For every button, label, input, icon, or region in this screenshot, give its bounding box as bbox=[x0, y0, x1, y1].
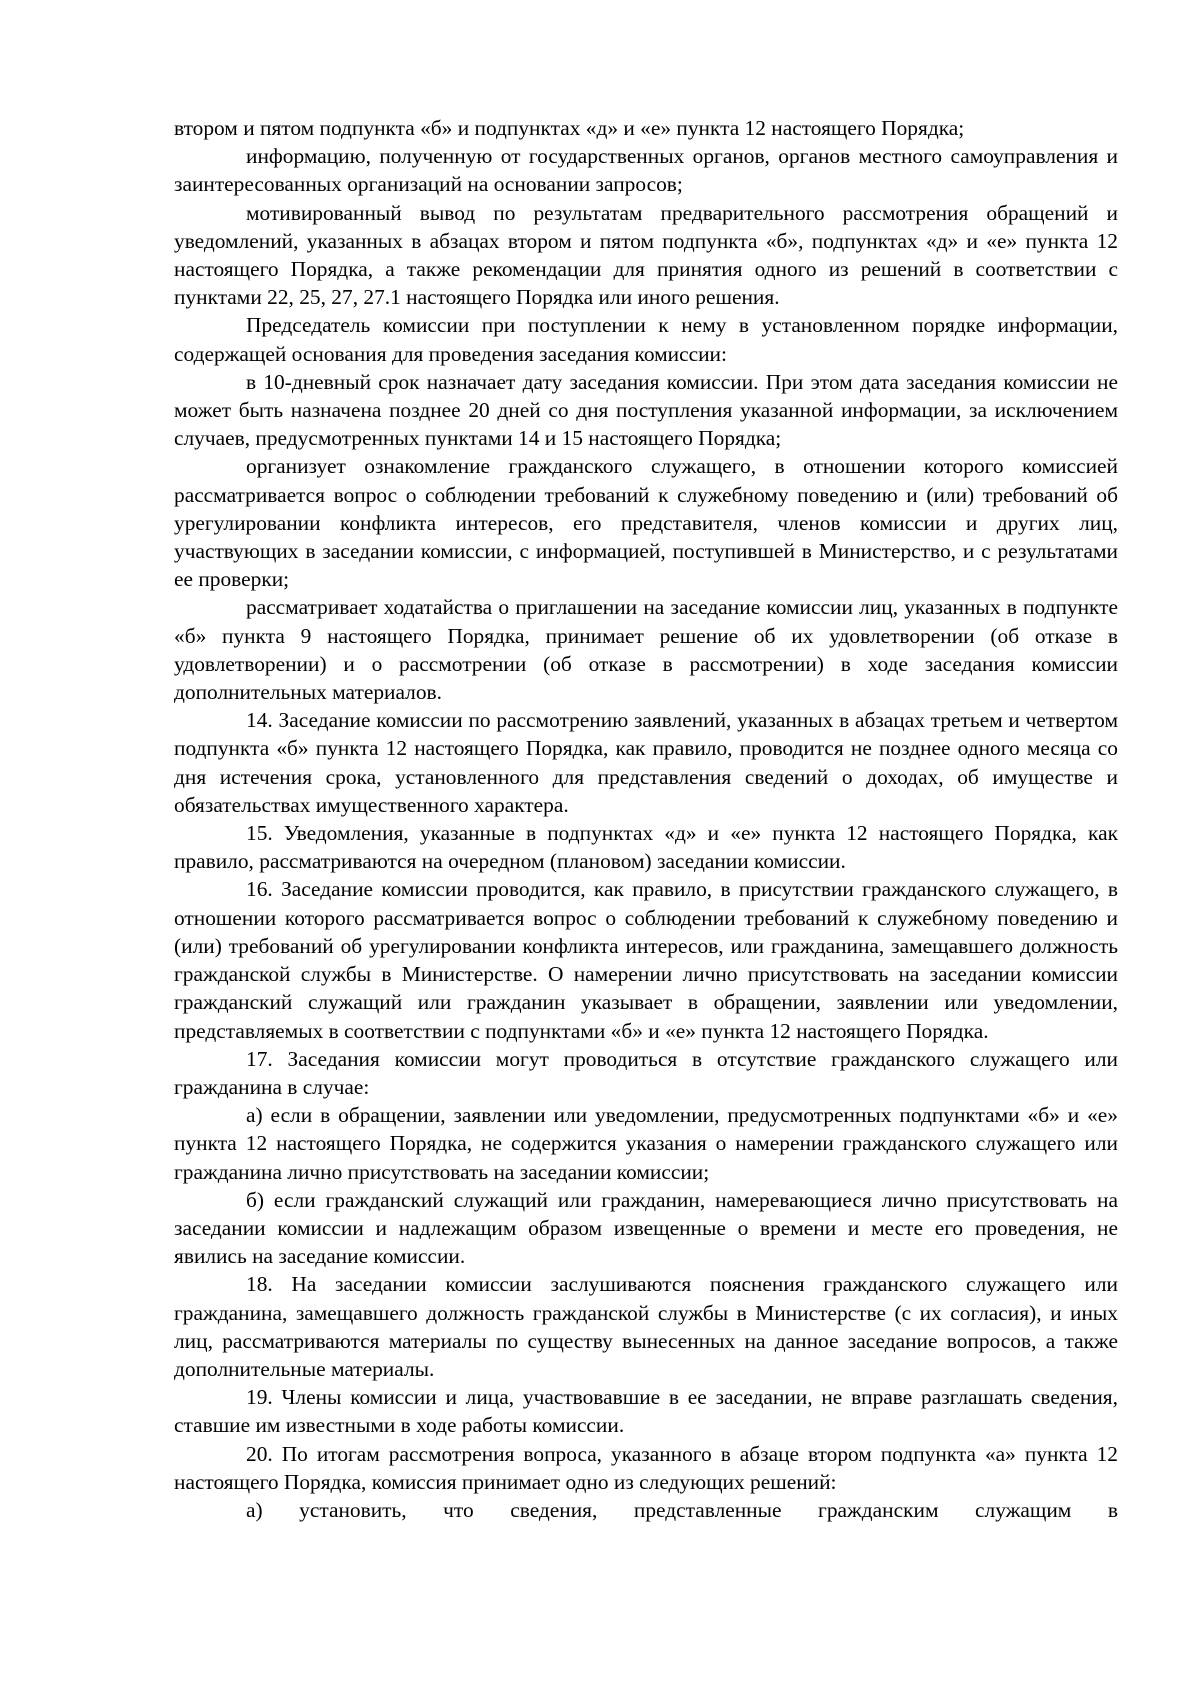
paragraph-meeting-date: в 10-дневный срок назначает дату заседания комиссии. При этом дата заседания комиссии не может быть назначена позднее 20 дней со дня поступления указанной информации, за исключением случаев, предусмотренных пунктами 14 и 15 настоящего Порядка; bbox=[174, 369, 1118, 451]
paragraph-item-20: 20. По итогам рассмотрения вопроса, указанного в абзаце втором подпункта «а» пункта 12 настоящего Порядка, комиссия принимает одно из следующих решений: bbox=[174, 1441, 1118, 1494]
paragraph-familiarization: организует ознакомление гражданского служащего, в отношении которого комиссией рассматривается вопрос о соблюдении требований к служебному поведению и (или) требований об урегулировании конфликта интересов, его представителя, членов комиссии и других лиц, участвующих в заседании комиссии, с информацией, поступившей в Министерство, и с результатами ее проверки; bbox=[174, 454, 1118, 592]
paragraph-information: информацию, полученную от государственных органов, органов местного самоуправления и заинтересованных организаций на основании запросов; bbox=[174, 144, 1118, 197]
paragraph-item-17-a: а) если в обращении, заявлении или уведомлении, предусмотренных подпунктами «б» и «е» пункта 12 настоящего Порядка, не содержится указания о намерении гражданского служащего или гражданина лично присутствовать на заседании комиссии; bbox=[174, 1103, 1118, 1184]
paragraph-item-20-a: а) установить, что сведения, представленные гражданским служащим в bbox=[246, 1497, 1118, 1522]
paragraph-item-14: 14. Заседание комиссии по рассмотрению заявлений, указанных в абзацах третьем и четвертом подпункта «б» пункта 12 настоящего Порядка, как правило, проводится не позднее одного месяца со дня истечения срока, установленного для представления сведений о доходах, об имуществе и обязательствах имущественного характера. bbox=[174, 708, 1118, 817]
paragraph-item-16: 16. Заседание комиссии проводится, как правило, в присутствии гражданского служащего, в отношении которого рассматривается вопрос о соблюдении требований к служебному поведению и (или) требований об урегулировании конфликта интересов, или гражданина, замещавшего должность гражданской службы в Министерстве. О намерении лично присутствовать на заседании комиссии гражданский служащий или гражданин указывает в обращении, заявлении или уведомлении, представляемых в соответствии с подпунктами «б» и «е» пункта 12 настоящего Порядка. bbox=[174, 877, 1118, 1043]
paragraph-petitions: рассматривает ходатайства о приглашении на заседание комиссии лиц, указанных в подпункте «б» пункта 9 настоящего Порядка, принимает решение об их удовлетворении (об отказе в удовлетворении) и о рассмотрении (об отказе в рассмотрении) в ходе заседания комиссии дополнительных материалов. bbox=[174, 595, 1118, 705]
paragraph-item-15: 15. Уведомления, указанные в подпунктах «д» и «е» пункта 12 настоящего Порядка, как правило, рассматриваются на очередном (плановом) заседании комиссии. bbox=[174, 821, 1118, 874]
paragraph-continuation: втором и пятом подпункта «б» и подпунктах «д» и «е» пункта 12 настоящего Порядка; bbox=[174, 116, 965, 140]
document-page bbox=[174, 114, 1118, 1524]
paragraph-item-19: 19. Члены комиссии и лица, участвовавшие в ее заседании, не вправе разглашать сведения, ставшие им известными в ходе работы комиссии. bbox=[174, 1385, 1118, 1438]
paragraph-chairman: Председатель комиссии при поступлении к нему в установленном порядке информации, содержащей основания для проведения заседания комиссии: bbox=[174, 313, 1118, 366]
paragraph-motivated-conclusion: мотивированный вывод по результатам предварительного рассмотрения обращений и уведомлений, указанных в абзацах втором и пятом подпункта «б», подпунктах «д» и «е» пункта 12 настоящего Порядка, а также рекомендации для принятия одного из решений в соответствии с пунктами 22, 25, 27, 27.1 настоящего Порядка или иного решения. bbox=[174, 200, 1118, 310]
paragraph-item-17-b: б) если гражданский служащий или гражданин, намеревающиеся лично присутствовать на заседании комиссии и надлежащим образом извещенные о времени и месте его проведения, не явились на заседание комиссии. bbox=[174, 1187, 1118, 1269]
paragraph-item-17: 17. Заседания комиссии могут проводиться в отсутствие гражданского служащего или гражданина в случае: bbox=[174, 1046, 1118, 1099]
paragraph-item-18: 18. На заседании комиссии заслушиваются пояснения гражданского служащего или гражданина, замещавшего должность гражданской службы в Министерстве (с их согласия), и иных лиц, рассматриваются материалы по существу вынесенных на данное заседание вопросов, а также дополнительные материалы. bbox=[174, 1272, 1118, 1381]
